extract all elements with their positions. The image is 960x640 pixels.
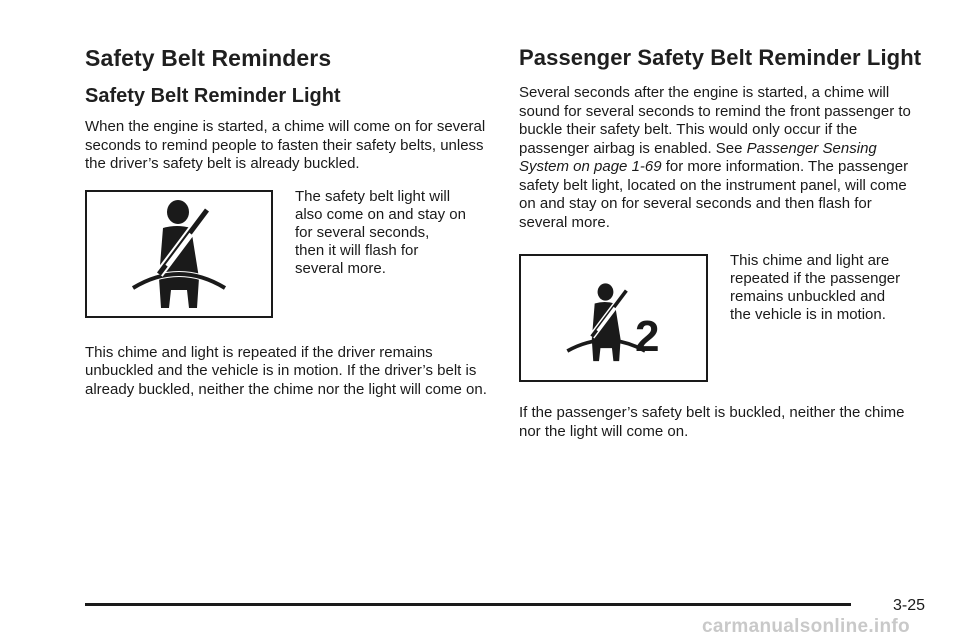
passenger-number: 2 bbox=[634, 312, 659, 361]
left-column bbox=[85, 44, 493, 399]
closing-paragraph: If the passenger’s safety belt is buckled, neither the chime nor the light will come on. bbox=[519, 404, 905, 440]
figure-row bbox=[519, 254, 924, 382]
intro-text-cont: for more information. The passenger safety belt light, located on the instrument panel, will come on and stay on for several seconds and then flash for several more. bbox=[519, 158, 909, 231]
figure-caption bbox=[730, 252, 900, 324]
intro-paragraph bbox=[519, 84, 924, 232]
seatbelt-reminder-figure bbox=[85, 190, 273, 318]
section-heading: Safety Belt Reminders bbox=[85, 45, 332, 71]
seatbelt-reminder-icon bbox=[119, 194, 239, 314]
closing-paragraph: This chime and light is repeated if the driver remains unbuckled and the vehicle is in motion. If the driver’s belt is already buckled, neither the chime nor the light will come on. bbox=[85, 343, 487, 398]
figure-row bbox=[85, 187, 493, 318]
page-number: 3-25 bbox=[893, 597, 926, 614]
caption-line: repeated if the passenger bbox=[730, 270, 901, 287]
watermark: carmanualsonline.info bbox=[702, 616, 910, 637]
section-heading: Passenger Safety Belt Reminder Light bbox=[519, 45, 922, 70]
subsection-heading: Safety Belt Reminder Light bbox=[85, 85, 341, 107]
right-column bbox=[519, 44, 924, 441]
caption-line: This chime and light are bbox=[730, 252, 890, 269]
passenger-seatbelt-reminder-figure bbox=[519, 254, 708, 382]
caption-line: The safety belt light will bbox=[295, 187, 451, 205]
passenger-seatbelt-reminder-icon bbox=[559, 273, 669, 363]
caption-line: then it will flash for bbox=[295, 241, 419, 259]
caption-line: several more. bbox=[295, 259, 386, 277]
caption-line: for several seconds, bbox=[295, 223, 430, 241]
cross-reference-link[interactable]: Passenger Sensing System on page 1-69 bbox=[519, 139, 877, 175]
caption-line: the vehicle is in motion. bbox=[730, 306, 886, 323]
footer-rule bbox=[85, 603, 851, 606]
intro-paragraph: When the engine is started, a chime will come on for several seconds to remind people to fasten their safety belts, unless the driver’s safety belt is already buckled. bbox=[85, 118, 486, 172]
caption-line: also come on and stay on bbox=[295, 205, 466, 223]
caption-line: remains unbuckled and bbox=[730, 288, 886, 305]
figure-caption bbox=[295, 188, 466, 278]
intro-text: Several seconds after the engine is started, a chime will sound for several seconds to remind the front passenger to buckle their safety belt. This would only occur if the passenger airbag is enabled. See bbox=[519, 84, 911, 157]
